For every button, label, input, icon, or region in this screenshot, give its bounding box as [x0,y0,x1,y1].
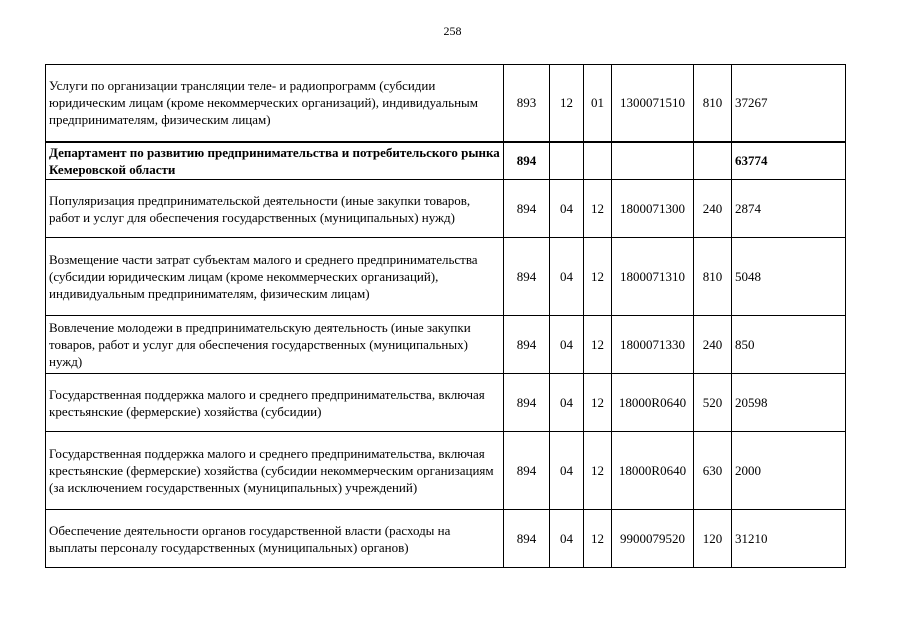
row-description: Возмещение части затрат субъектам малого и среднего предпринимательства (субсидии юридическим лицам (кроме некоммерческих организаций), индивидуальным предпринимателям, физическим лицам) [46,238,504,316]
target-article-code: 18000R0640 [612,432,694,510]
dept-code: 894 [504,142,550,180]
expense-type-code: 630 [694,432,732,510]
subsection-code: 12 [584,316,612,374]
section-code: 04 [550,510,584,568]
table-row [46,180,846,238]
target-article-code: 1800071300 [612,180,694,238]
target-article-code [612,142,694,180]
target-article-code: 18000R0640 [612,374,694,432]
section-code: 04 [550,316,584,374]
amount: 63774 [732,142,846,180]
target-article-code: 9900079520 [612,510,694,568]
dept-code: 894 [504,510,550,568]
section-code: 12 [550,65,584,142]
dept-code: 894 [504,316,550,374]
row-description: Государственная поддержка малого и среднего предпринимательства, включая крестьянские (фермерские) хозяйства (субсидии некоммерческим организациям (за исключением государственных (муниципальных) учреждений) [46,432,504,510]
expense-type-code: 520 [694,374,732,432]
subsection-code: 12 [584,238,612,316]
row-description: Популяризация предпринимательской деятельности (иные закупки товаров, работ и услуг для обеспечения государственных (муниципальных) нужд) [46,180,504,238]
amount: 5048 [732,238,846,316]
subsection-code: 12 [584,510,612,568]
row-description: Обеспечение деятельности органов государственной власти (расходы на выплаты персоналу государственных (муниципальных) органов) [46,510,504,568]
amount: 31210 [732,510,846,568]
amount: 2000 [732,432,846,510]
subsection-code [584,142,612,180]
row-description: Вовлечение молодежи в предпринимательскую деятельность (иные закупки товаров, работ и услуг для обеспечения государственных (муниципальных) нужд) [46,316,504,374]
dept-code: 894 [504,374,550,432]
amount: 37267 [732,65,846,142]
table-row [46,316,846,374]
expense-type-code: 810 [694,65,732,142]
dept-code: 894 [504,180,550,238]
row-description: Департамент по развитию предпринимательства и потребительского рынка Кемеровской области [46,142,504,180]
amount: 2874 [732,180,846,238]
amount: 850 [732,316,846,374]
subsection-code: 01 [584,65,612,142]
section-code: 04 [550,432,584,510]
subsection-code: 12 [584,374,612,432]
expense-type-code: 240 [694,316,732,374]
amount: 20598 [732,374,846,432]
subsection-code: 12 [584,432,612,510]
row-description: Услуги по организации трансляции теле- и радиопрограмм (субсидии юридическим лицам (кроме некоммерческих организаций), индивидуальным предпринимателям, физическим лицам) [46,65,504,142]
table-row [46,238,846,316]
table-row [46,510,846,568]
target-article-code: 1300071510 [612,65,694,142]
target-article-code: 1800071330 [612,316,694,374]
expense-type-code: 810 [694,238,732,316]
section-code [550,142,584,180]
table-row [46,65,846,142]
section-code: 04 [550,238,584,316]
expense-type-code: 120 [694,510,732,568]
page-number: 258 [443,24,462,38]
section-code: 04 [550,374,584,432]
table-row [46,374,846,432]
table-row [46,142,846,180]
dept-code: 893 [504,65,550,142]
expense-type-code: 240 [694,180,732,238]
dept-code: 894 [504,238,550,316]
section-code: 04 [550,180,584,238]
expense-type-code [694,142,732,180]
subsection-code: 12 [584,180,612,238]
table-body [46,65,846,568]
target-article-code: 1800071310 [612,238,694,316]
row-description: Государственная поддержка малого и среднего предпринимательства, включая крестьянские (фермерские) хозяйства (субсидии) [46,374,504,432]
budget-table [45,64,846,568]
table-row [46,432,846,510]
dept-code: 894 [504,432,550,510]
